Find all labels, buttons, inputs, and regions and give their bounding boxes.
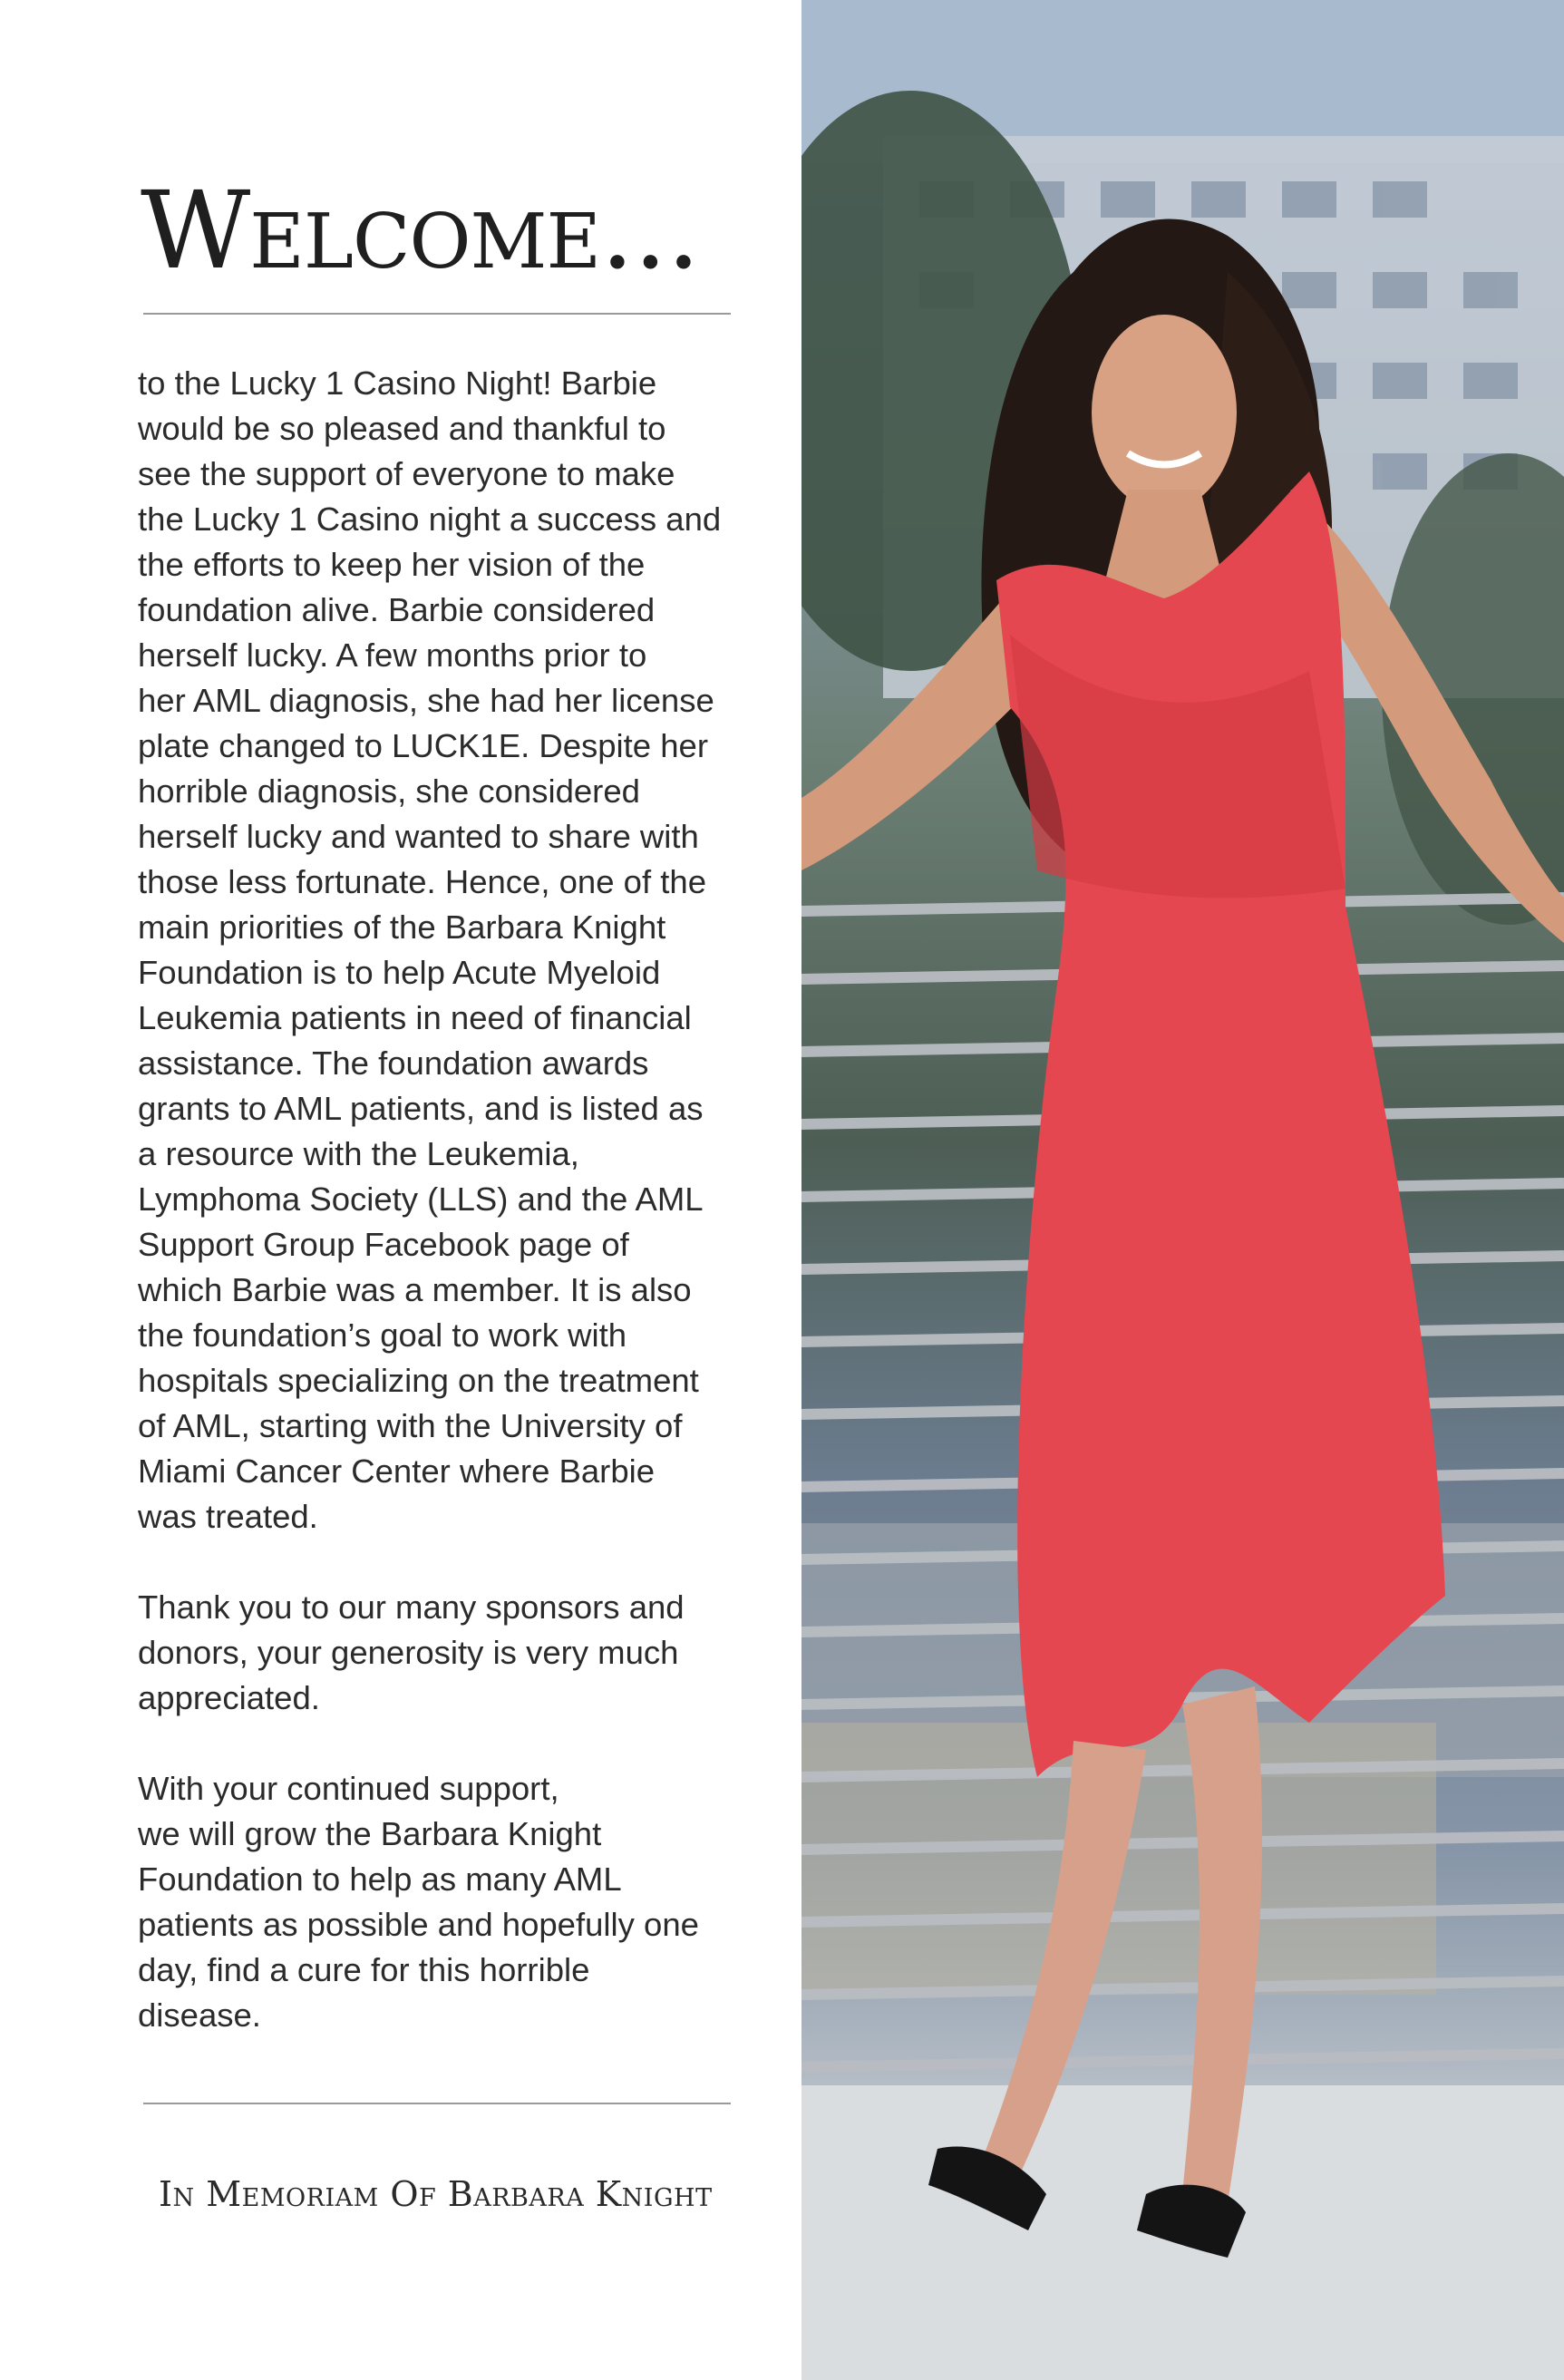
message-paragraph-3: With your continued support, we will grow the Barbara Knight Foundation to help as many AML patients as possible and hopefully one day, find a cure for this horrible disease.	[138, 1770, 699, 2034]
top-divider	[143, 313, 731, 315]
message-paragraph-1: to the Lucky 1 Casino Night! Barbie would be so pleased and thankful to see the support of everyone to make the Lucky 1 Casino night a success and the efforts to keep her vision of the foundation alive. Barbie considered herself lucky. A few months prior to her AML diagnosis, she had her license plate changed to LUCK1E. Despite her horrible diagnosis, she considered herself lucky and wanted to share with those less fortunate. Hence, one of the main priorities of the Barbara Knight Foundation is to help Acute Myeloid Leukemia patients in need of financial assistance. The foundation awards grants to AML patients, and is listed as a resource with the Leukemia, Lymphoma Society (LLS) and the AML Support Group Facebook page of which Barbie was a member. It is also the foundation’s goal to work with hospitals specializing on the treatment of AML, starting with the University of Miami Cancer Center where Barbie was treated.	[138, 364, 722, 1535]
page-title: Welcome...	[141, 168, 700, 293]
portrait-illustration	[801, 0, 1564, 2380]
portrait-photo	[801, 0, 1564, 2380]
bottom-divider	[143, 2103, 731, 2104]
face	[1092, 315, 1237, 510]
message-paragraph-2: Thank you to our many sponsors and donors, your generosity is very much appreciated.	[138, 1588, 685, 1716]
memoriam-caption: In Memoriam Of Barbara Knight	[159, 2174, 713, 2214]
welcome-message	[138, 361, 754, 2038]
